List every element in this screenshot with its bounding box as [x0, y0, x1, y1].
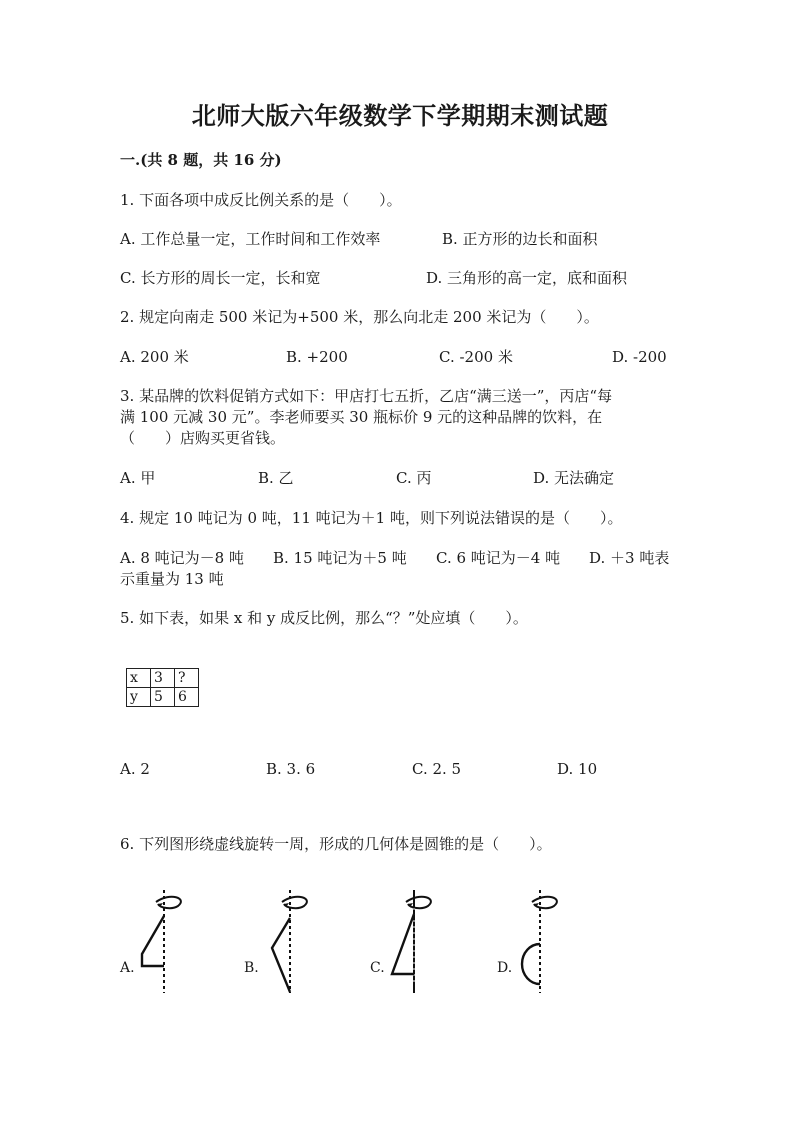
q2-option-b: B. +200 [286, 348, 348, 366]
question-2-stem: 2. 规定向南走 500 米记为+500 米，那么向北走 200 米记为（ ）。 [120, 308, 599, 326]
question-3-stem-line-3: （ ）店购买更省钱。 [120, 429, 286, 447]
q1-option-a: A. 工作总量一定，工作时间和工作效率 [120, 230, 381, 248]
q5-option-d: D. 10 [557, 760, 598, 778]
table-row [127, 669, 199, 688]
question-6-stem: 6. 下列图形绕虚线旋转一周，形成的几何体是圆锥的是（ ）。 [120, 835, 552, 853]
q5-option-b: B. 3. 6 [266, 760, 316, 778]
table-cell: 5 [151, 688, 175, 707]
figure-d-rotation-shape [506, 888, 596, 998]
q4-option-d: D. ＋3 吨表 [589, 549, 670, 567]
q1-option-b: B. 正方形的边长和面积 [442, 230, 598, 248]
table-cell: 6 [175, 688, 199, 707]
section-heading: 一.(共 8 题，共 16 分) [120, 151, 282, 169]
figure-b-label: B. [244, 960, 259, 976]
table-cell: 3 [151, 669, 175, 688]
figure-c-rotation-shape [380, 888, 470, 998]
q2-option-c: C. -200 米 [439, 348, 513, 366]
figure-a-rotation-shape [130, 888, 220, 998]
question-5-stem: 5. 如下表，如果 x 和 y 成反比例，那么“？”处应填（ ）。 [120, 609, 528, 627]
figure-b-rotation-shape [256, 888, 346, 998]
q3-option-b: B. 乙 [258, 469, 294, 487]
table-cell: ? [175, 669, 199, 688]
q5-option-c: C. 2. 5 [412, 760, 462, 778]
page-title: 北师大版六年级数学下学期期末测试题 [191, 101, 609, 130]
q3-option-a: A. 甲 [120, 469, 156, 487]
figure-a-label: A. [120, 960, 135, 976]
q2-option-d: D. -200 [612, 348, 667, 366]
table-cell: y [127, 688, 151, 707]
q4-option-a: A. 8 吨记为－8 吨 [120, 549, 244, 567]
question-4-stem: 4. 规定 10 吨记为 0 吨，11 吨记为＋1 吨，则下列说法错误的是（ ）。 [120, 509, 623, 527]
figure-d-label: D. [497, 960, 513, 976]
table-cell: x [127, 669, 151, 688]
table-row [127, 688, 199, 707]
figure-c-label: C. [370, 960, 385, 976]
question-3-stem-line-2: 满 100 元减 30 元”。李老师要买 30 瓶标价 9 元的这种品牌的饮料，在 [120, 408, 603, 426]
q2-option-a: A. 200 米 [120, 348, 189, 366]
q4-option-d-continuation: 示重量为 13 吨 [120, 570, 224, 588]
question-1-stem: 1. 下面各项中成反比例关系的是（ ）。 [120, 191, 402, 209]
q1-option-d: D. 三角形的高一定，底和面积 [426, 269, 628, 287]
xy-table [126, 668, 199, 707]
q5-option-a: A. 2 [120, 760, 150, 778]
question-3-stem-line-1: 3. 某品牌的饮料促销方式如下：甲店打七五折，乙店“满三送一”，丙店“每 [120, 387, 613, 405]
q4-option-b: B. 15 吨记为＋5 吨 [273, 549, 407, 567]
q3-option-c: C. 丙 [396, 469, 432, 487]
q4-option-c: C. 6 吨记为－4 吨 [436, 549, 561, 567]
q3-option-d: D. 无法确定 [533, 469, 615, 487]
q1-option-c: C. 长方形的周长一定，长和宽 [120, 269, 321, 287]
